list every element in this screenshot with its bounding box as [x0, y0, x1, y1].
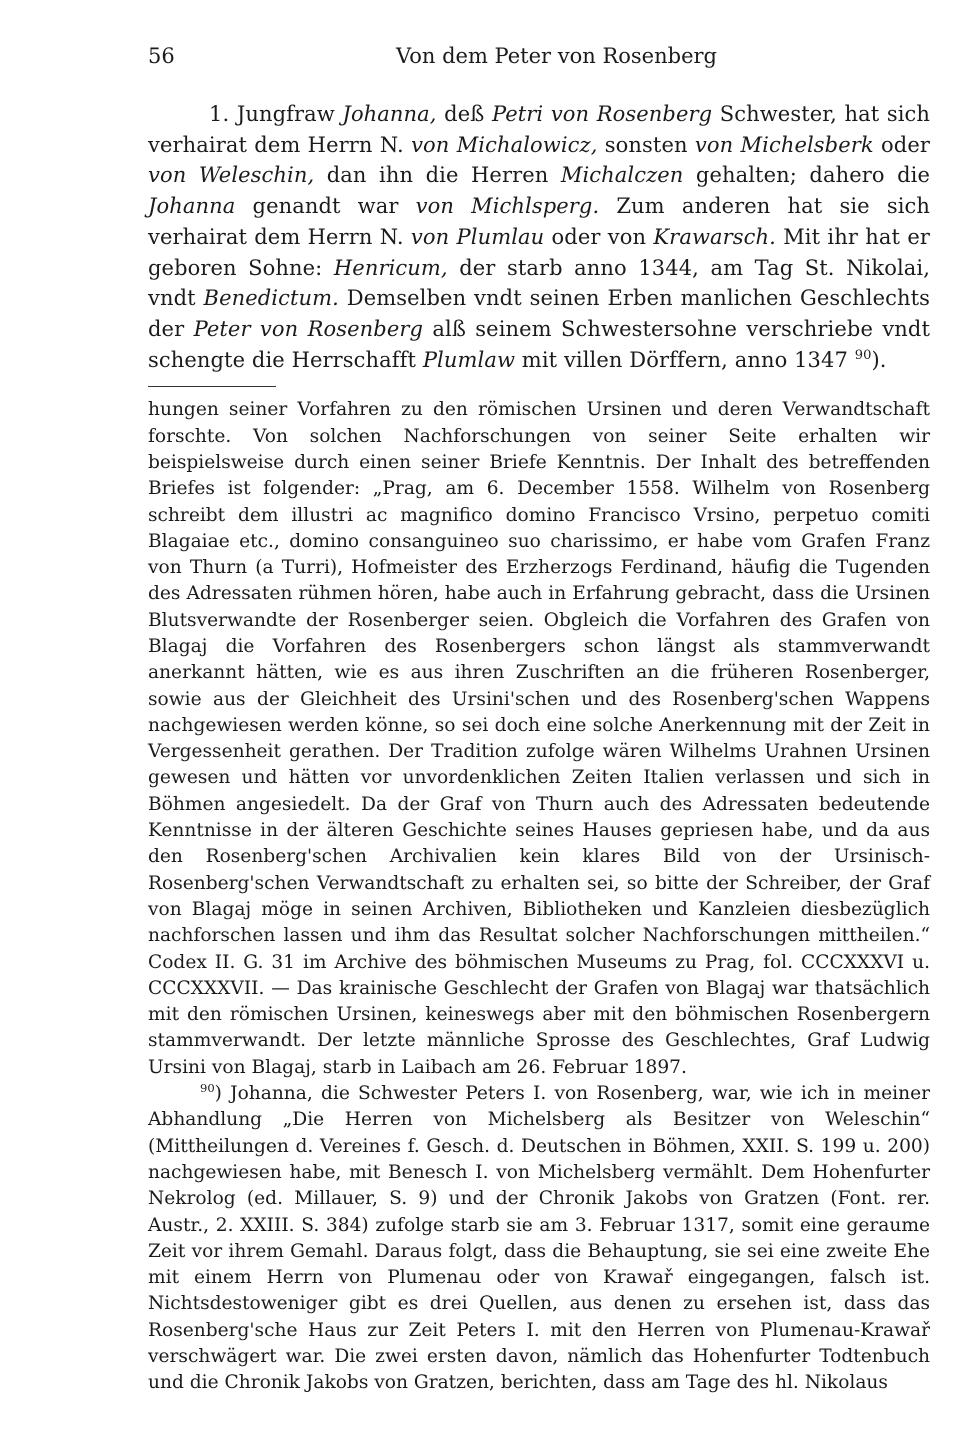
- page-number: 56: [148, 44, 175, 68]
- text-span: deß: [436, 102, 492, 126]
- running-title: Von dem Peter von Rosenberg: [396, 44, 717, 68]
- italic-name: Plumlaw: [422, 347, 516, 372]
- text-span: oder: [873, 132, 930, 157]
- text-span: ).: [871, 347, 887, 372]
- text-span: genandt war: [235, 194, 416, 219]
- italic-name: von Weleschin,: [148, 163, 315, 188]
- italic-name: Henricum,: [333, 255, 448, 280]
- italic-name: Johanna,: [342, 102, 437, 126]
- text-span: der starb anno 1344, am Tag St. Nikolai, vndt: [148, 255, 930, 311]
- text-span: Demselben vndt seinen Erben manlichen Geschlechts der: [148, 286, 930, 341]
- text-span: mit villen Dörffern, anno 1347: [515, 347, 855, 372]
- text-span: Zum anderen hat sie sich verhairat dem Herrn N.: [148, 194, 931, 249]
- text-span: 1. Jungfraw: [209, 102, 343, 126]
- text-span: sonsten: [597, 132, 695, 157]
- italic-name: Johanna: [148, 194, 236, 219]
- italic-name: Krawarsch.: [653, 224, 776, 249]
- italic-name: von Plumlau: [410, 224, 545, 249]
- footnote-continuation: hungen seiner Vorfahren zu den römischen Ursinen und deren Verwandtschaft forschte. Von solchen Nachforschungen von seiner Seite erhalten wir beispielsweise durch einen seiner Briefe Kenntnis. Der Inhalt des betreffenden Briefes ist folgender: „Prag, am 6. December 1558. Wilhelm von Rosenberg schreibt dem illustri ac magnifico domino Francisco Vrsino, perpetuo comiti Blagaiae etc., domino consanguineo suo charissimo, er habe vom Grafen Franz von Thurn (a Turri), Hofmeister des Erzherzogs Ferdinand, häufig die Tugenden des Adressaten rühmen hören, habe auch in Erfahrung gebracht, dass die Ursinen Blutsverwandte der Rosenberger seien. Obgleich die Vorfahren des Grafen von Blagaj die Vorfahren des Rosenbergers schon längst als stammverwandt anerkannt hätten, wie es aus ihren Zuschriften an die früheren Rosenberger, sowie aus der Gleichheit des Ursini'schen und des Rosenberg'schen Wappens nachgewiesen werden könne, so sei doch eine solche Anerkennung mit der Zeit in Vergessenheit gerathen. Der Tradition zufolge wären Wilhelms Urahnen Ursinen gewesen und hätten vor unvordenklichen Zeiten Italien verlassen und sich in Böhmen angesiedelt. Da der Graf von Thurn auch des Adressaten bedeutende Kenntnisse in der älteren Geschichte seines Hauses gepriesen habe, und da aus den Rosenberg'schen Archivalien kein klares Bild von der Ursinisch-Rosenberg'schen Verwandtschaft zu erhalten sei, so bitte der Schreiber, der Graf von Blagaj möge in seinen Archiven, Bibliotheken und Kanzleien diesbezüglich nachforschen lassen und ihm das Resultat solcher Nachforschungen mittheilen.“ Codex II. G. 31 im Archive des böhmischen Museums zu Prag, fol. CCCXXXVI u. CCCXXXVII. — Das krainische Geschlecht der Grafen von Blagaj war thatsächlich mit den römischen Ursinen, keineswegs aber mit den böhmischen Rosenbergern stammverwandt. Der letzte männliche Sprosse des Geschlechtes, Graf Ludwig Ursini von Blagaj, starb in Laibach am 26. Februar 1897.: [148, 399, 930, 1078]
- italic-name: von Michelsberk: [694, 132, 874, 157]
- footnote-marker: 90: [200, 1080, 215, 1095]
- main-paragraph: [148, 99, 930, 375]
- footnote-90: [148, 1081, 930, 1397]
- text-span: gehalten; dahero die: [683, 163, 930, 188]
- running-head: [148, 38, 930, 74]
- italic-name: Peter von Rosenberg: [193, 316, 424, 341]
- text-span: oder von: [544, 224, 654, 249]
- footnotes: [148, 397, 930, 1396]
- italic-name: von Michlsperg.: [415, 194, 600, 219]
- italic-name: Petri von Rosenberg: [491, 102, 713, 126]
- footnote-reference: 90: [854, 347, 872, 363]
- main-text: [148, 99, 930, 375]
- italic-name: von Michalowicz,: [411, 132, 598, 157]
- text-span: dan ihn die Herren: [314, 163, 561, 188]
- italic-name: Michalczen: [560, 163, 684, 188]
- text-span: Mit ihr hat er geboren Sohne:: [148, 224, 930, 280]
- text-span: alß seinem Schwestersohne verschriebe vndt schengte die Herrschafft: [148, 316, 930, 372]
- footnote-90-text: ) Johanna, die Schwester Peters I. von Rosenberg, war, wie ich in meiner Abhandlung „Die Herren von Michelsberg als Besitzer von Weleschin“ (Mittheilungen d. Vereines f. Gesch. d. Deutschen in Böhmen, XXII. S. 199 u. 200) nachgewiesen habe, mit Benesch I. von Michelsberg vermählt. Dem Hohenfurter Nekrolog (ed. Millauer, S. 9) und der Chronik Jakobs von Gratzen (Font. rer. Austr., 2. XXIII. S. 384) zufolge starb sie am 3. Februar 1317, somit eine geraume Zeit vor ihrem Gemahl. Daraus folgt, dass die Behauptung, sie sei eine zweite Ehe mit einem Herrn von Plumenau oder von Krawař eingegangen, falsch ist. Nichtsdestoweniger gibt es drei Quellen, aus denen zu ersehen ist, dass das Rosenberg'sche Haus zur Zeit Peters I. mit den Herren von Plumenau-Krawař verschwägert war. Die zwei ersten davon, nämlich das Hohenfurter Todtenbuch und die Chronik Jakobs von Gratzen, berichten, dass am Tage des hl. Nikolaus: [148, 1083, 930, 1394]
- italic-name: Benedictum.: [203, 286, 339, 311]
- text-span: Schwester, hat sich verhairat dem Herrn N.: [148, 102, 930, 157]
- footnote-divider: [148, 386, 276, 387]
